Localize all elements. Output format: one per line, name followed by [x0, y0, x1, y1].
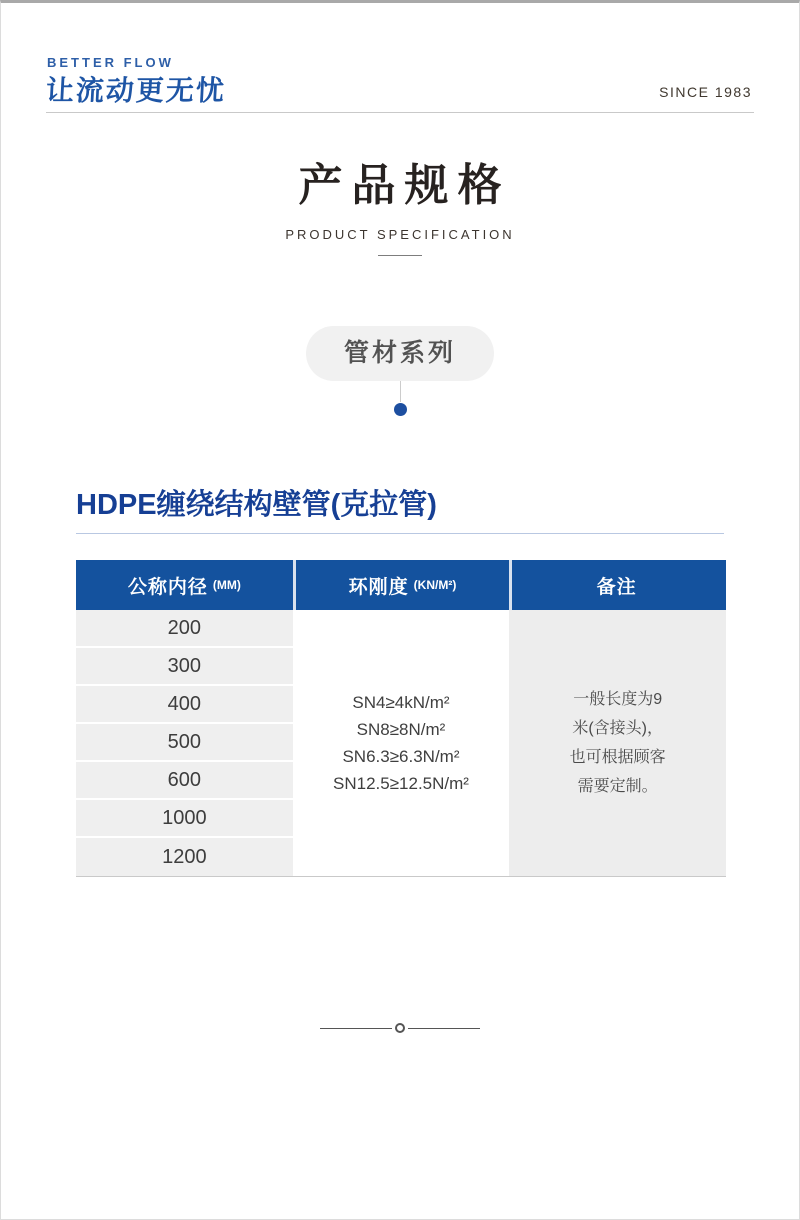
- spec-table: [76, 560, 726, 877]
- table-row: 200: [76, 610, 293, 648]
- remark-line: 一般长度为9: [573, 691, 663, 708]
- page-title: 产品规格: [298, 161, 511, 210]
- title-divider: [378, 255, 422, 256]
- stiffness-line: SN4≥4kN/m²: [352, 693, 450, 712]
- table-header-diameter: [76, 560, 293, 610]
- stiffness-cell: [293, 610, 510, 876]
- header-unit: (KN/M²): [413, 578, 457, 592]
- table-row: 500: [76, 724, 293, 762]
- bottom-divider: [1, 1023, 799, 1033]
- stiffness-line: SN6.3≥6.3N/m²: [342, 747, 460, 766]
- section-heading: HDPE缠绕结构壁管(克拉管): [76, 482, 724, 534]
- series-badge: 管材系列: [306, 326, 494, 381]
- page-subtitle: PRODUCT SPECIFICATION: [285, 227, 515, 242]
- title-block: [1, 149, 799, 256]
- remark-cell: [509, 610, 726, 876]
- since-label: SINCE 1983: [659, 84, 752, 100]
- brand-tagline: BETTER FLOW: [47, 55, 174, 70]
- remark-line: 需要定制。: [577, 778, 658, 795]
- divider-circle-icon: [395, 1023, 405, 1033]
- header-label: 备注: [596, 576, 637, 598]
- table-header-stiffness: [293, 560, 510, 610]
- page-header: [46, 3, 754, 113]
- table-row: 1200: [76, 838, 293, 876]
- brand-logo: 让流动更无忧: [45, 75, 227, 106]
- remark-line: 米(含接头)，: [572, 720, 663, 737]
- table-header-remark: [509, 560, 726, 610]
- remark-line: 也可根据顾客: [569, 749, 666, 766]
- stiffness-line: SN8≥8N/m²: [356, 720, 446, 739]
- series-badge-block: [1, 326, 799, 416]
- divider-line-right: [408, 1028, 480, 1029]
- table-row: 300: [76, 648, 293, 686]
- header-label: 环刚度: [348, 576, 409, 598]
- table-row: 400: [76, 686, 293, 724]
- stiffness-line: SN12.5≥12.5N/m²: [333, 774, 469, 793]
- divider-line-left: [320, 1028, 392, 1029]
- header-unit: (MM): [212, 578, 241, 592]
- section-block: [76, 482, 724, 534]
- header-label: 公称内径: [127, 576, 208, 598]
- badge-connector-line: [400, 381, 401, 402]
- badge-dot: [394, 403, 407, 416]
- table-row: 1000: [76, 800, 293, 838]
- table-row: 600: [76, 762, 293, 800]
- diameter-column: [76, 610, 293, 876]
